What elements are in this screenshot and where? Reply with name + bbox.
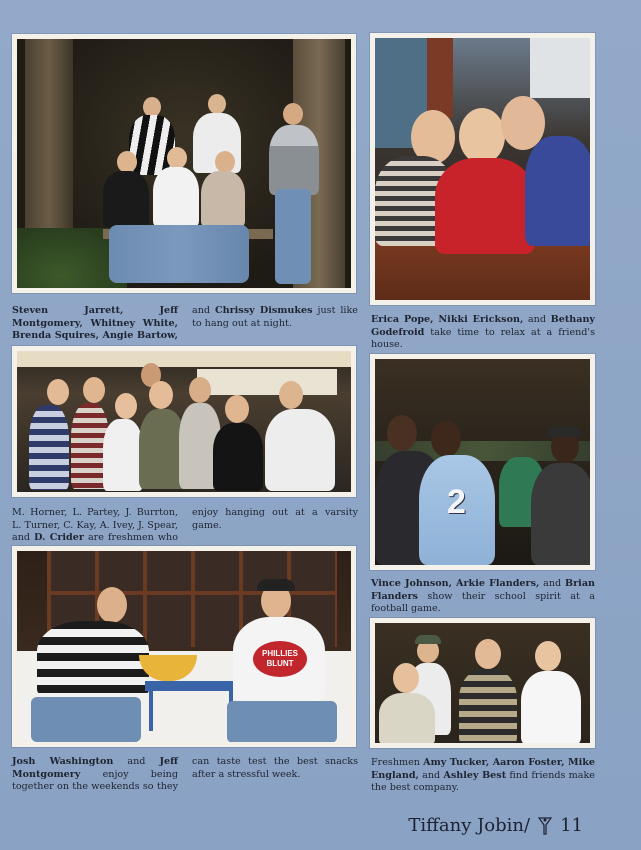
page-number: 11 [560, 815, 583, 836]
photo-varsity-game [12, 346, 356, 497]
caption-friends-house: Erica Pope, Nikki Erickson, and Bethany Godefroid take time to relax at a friend's house. [371, 314, 595, 350]
photo-football-game [370, 354, 595, 570]
photo-freshmen-friends [370, 618, 595, 748]
photo-friends-house [370, 33, 595, 305]
photo-night-group [12, 34, 356, 293]
shirt-logo: PHILLIES BLUNT [253, 641, 307, 677]
golf-tee-icon [538, 816, 552, 836]
page-footer [408, 815, 583, 836]
caption-snacks: Josh Washington and Jeff Montgomery enjoy being together on the weekends so they can taste test the best snacks after a stressful week. [12, 756, 358, 792]
caption-football-game: Vince Johnson, Arkie Flanders, and Brian Flanders show their school spirit at a football game. [371, 578, 596, 614]
photo-snacks [12, 546, 356, 747]
photographer-credit: Tiffany Jobin/ [408, 815, 531, 836]
caption-varsity-game: M. Horner, L. Partey, J. Burrton, L. Turner, C. Kay, A. Ivey, J. Spear, and D. Crider are freshmen who enjoy hanging out at a varsity game. [12, 507, 358, 543]
caption-freshmen-friends: Freshmen Amy Tucker, Aaron Foster, Mike England, and Ashley Best find friends make the best company. [371, 757, 595, 793]
jersey-number: 2 [447, 483, 466, 521]
caption-night-group: Steven Jarrett, Jeff Montgomery, Whitney White, Brenda Squires, Angie Bartow, and Chrissy Dismukes just like to hang out at night. [12, 305, 358, 341]
